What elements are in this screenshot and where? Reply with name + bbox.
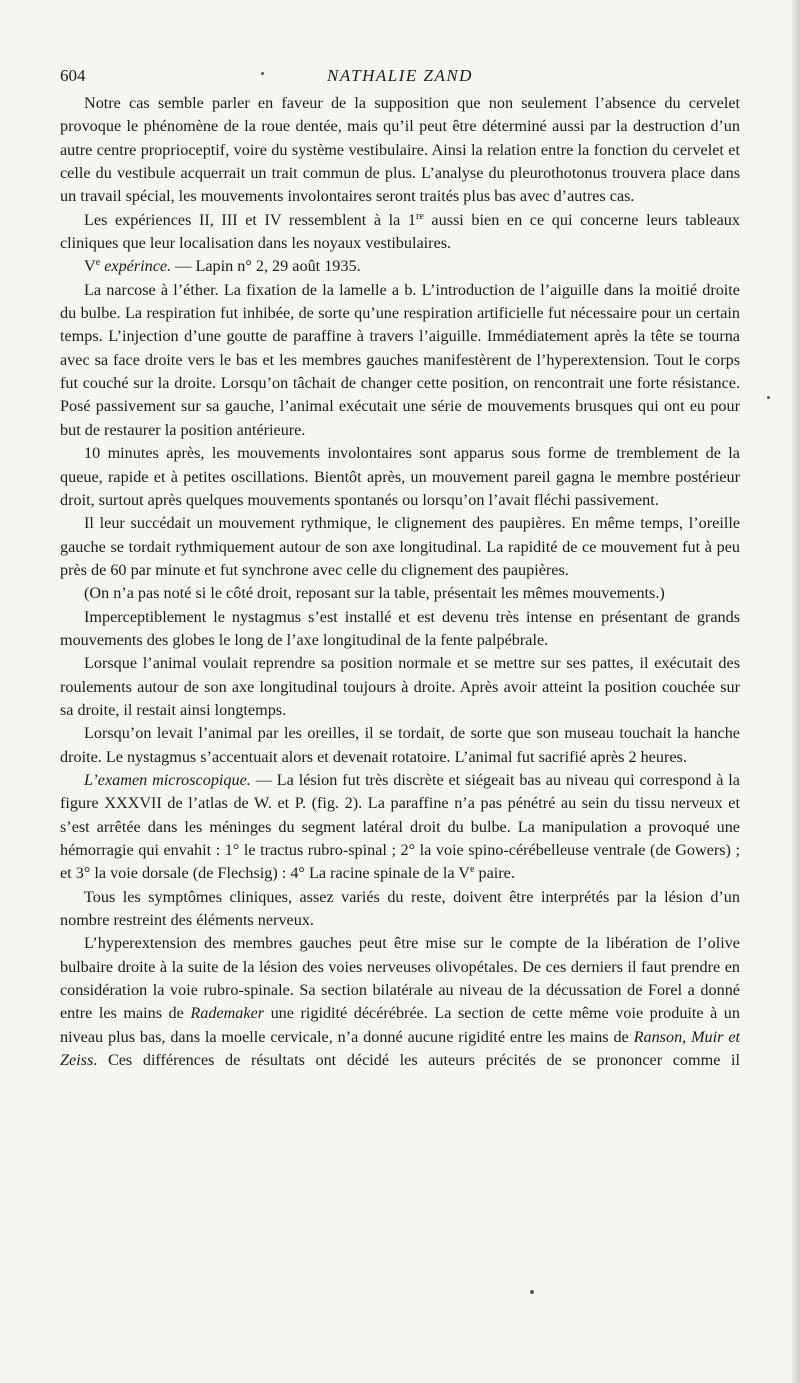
paragraph: Lorsque l’animal voulait reprendre sa position normale et se mettre sur ses pattes, il exécutait des roulements autour de son axe longitudinal toujours à droite. Après avoir atteint la position couchée sur sa droite, il restait ainsi longtemps. [60,654,740,719]
page-header [60,66,740,92]
paragraph: L’hyperextension des membres gauches peut être mise sur le compte de la libération de l’olive bulbaire droite à la suite de la lésion des voies nerveuses olivopétales. De ces derniers il faut prendre en considération la voie rubro-spinale. Sa section bilatérale au niveau de la décussation de Forel a donné entre les mains de Rademaker une rigidité décérébrée. La section de cette même voie produite à un niveau plus bas, dans la moelle cervicale, n’a donné aucune rigidité entre les mains de Ranson, Muir et Zeiss. Ces différences de résultats ont décidé les auteurs précités de se prononcer comme il [60,934,740,1070]
paragraph: L’examen microscopique. — La lésion fut très discrète et siégeait bas au niveau qui correspond à la figure XXXVII de l’atlas de W. et P. (fig. 2). La paraffine n’a pas pénétré au sein du tissu nerveux et s’est arrêtée dans les méninges du segment latéral droit du bulbe. La manipulation a provoqué une hémorragie qui envahit : 1° le tractus rubro-spinal ; 2° la voie spino-cérébelleuse ventrale (de Gowers) ; et 3° la voie dorsale (de Flechsig) : 4° La racine spinale de la Ve paire. [60,770,740,883]
paragraph: Il leur succédait un mouvement rythmique, le clignement des paupières. En même temps, l’oreille gauche se tordait rythmiquement autour de son axe longitudinal. La rapidité de ce mouvement fut à peu près de 60 par minute et fut synchrone avec celle du clignement des paupières. [60,514,740,579]
paragraph: Lorsqu’on levait l’animal par les oreilles, il se tordait, de sorte que son museau touchait la hanche droite. Le nystagmus s’accentuait alors et devenait rotatoire. L’animal fut sacrifié après 2 heures. [60,724,740,766]
paragraph: Ve expérince. — Lapin n° 2, 29 août 1935. [84,257,361,276]
ink-speck [767,396,770,399]
paragraph: Imperceptiblement le nystagmus s’est installé et est devenu très intense en présentant de grands mouvements des globes le long de l’axe longitudinal de la fente palpébrale. [60,607,740,649]
book-page [60,66,740,1072]
ink-speck [530,1290,534,1294]
page-edge-shadow [792,0,800,1383]
paragraph: Les expériences II, III et IV ressemblent à la 1re aussi bien en ce qui concerne leurs tableaux cliniques que leur localisation dans les noyaux vestibulaires. [60,210,740,253]
paragraph: 10 minutes après, les mouvements involontaires sont apparus sous forme de tremblement de la queue, rapide et à petites oscillations. Bientôt après, un mouvement pareil gagna le membre postérieur droit, surtout après quelques mouvements spontanés ou lorsqu’on l’avait fléchi passivement. [60,444,740,509]
paragraph: (On n’a pas noté si le côté droit, reposant sur la table, présentait les mêmes mouvements.) [84,584,665,603]
paragraph: Notre cas semble parler en faveur de la supposition que non seulement l’absence du cervelet provoque le phénomène de la roue dentée, mais qu’il peut être déterminé aussi par la destruction d’un autre centre proprioceptif, voire du système vestibulaire. Ainsi la relation entre la fonction du cervelet et celle du vestibule acquerrait un trait commun de plus. L’analyse du pleurothotonus trouvera place dans un travail spécial, les mouvements involontaires seront traités plus bas avec d’autres cas. [60,94,740,206]
running-head: NATHALIE ZAND [327,66,473,85]
paragraph: Tous les symptômes cliniques, assez variés du reste, doivent être interprétés par la lésion d’un nombre restreint des éléments nerveux. [60,887,740,930]
body-text [60,92,740,1072]
page-number: 604 [60,66,86,85]
paragraph: La narcose à l’éther. La fixation de la lamelle a b. L’introduction de l’aiguille dans la moitié droite du bulbe. La respiration fut inhibée, de sorte qu’une respiration artificielle fut nécessaire pour un certain temps. L’injection d’une goutte de paraffine à travers l’aiguille. Immédiatement après la tête se tourna avec sa face droite vers le bas et les membres gauches manifestèrent de l’hyperextension. Tout le corps fut couché sur la droite. Lorsqu’on tâchait de changer cette position, on rencontrait une forte résistance. Posé passivement sur sa gauche, l’animal exécutait une série de mouvements brusques qui ont eu pour but de restaurer la position antérieure. [60,280,740,439]
